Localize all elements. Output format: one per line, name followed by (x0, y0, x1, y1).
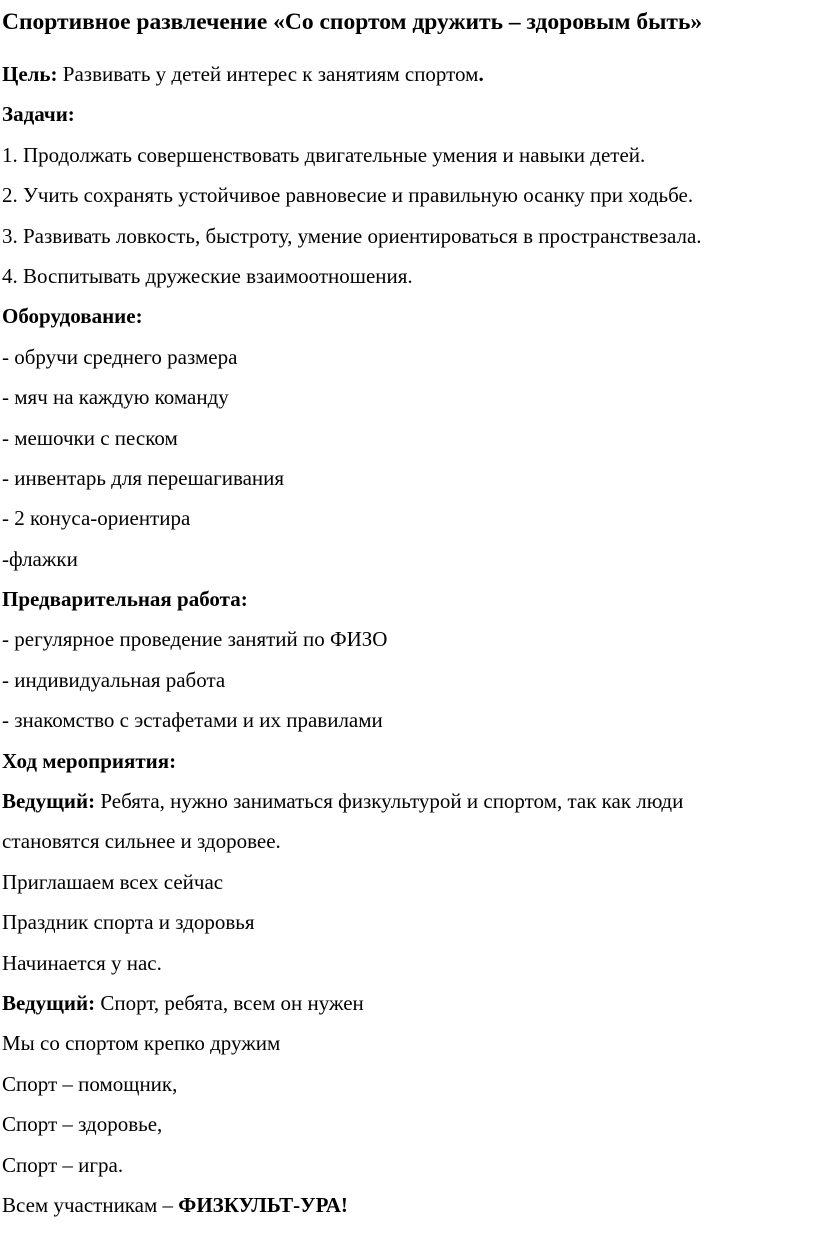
host-text-2: Спорт, ребята, всем он нужен (95, 990, 364, 1015)
host-line-2 (2, 987, 814, 1027)
tasks-heading: Задачи: (2, 102, 75, 127)
task-item-4: 4. Воспитывать дружеские взаимоотношения. (2, 263, 413, 288)
goal-label: Цель: (2, 62, 58, 86)
final-text: Всем участникам – (2, 1192, 179, 1217)
prework-item-1: - регулярное проведение занятий по ФИЗО (2, 627, 388, 652)
equipment-item-6: -флажки (2, 546, 78, 571)
goal-line (2, 58, 814, 98)
host-text-1: Ребята, нужно заниматься физкультурой и спортом, так как люди (95, 789, 684, 814)
prework-item-3: - знакомство с эстафетами и их правилами (2, 708, 383, 733)
equipment-item-2: - мяч на каждую команду (2, 385, 229, 410)
verse2-line-4: Спорт – игра. (2, 1152, 124, 1177)
final-cheer: ФИЗКУЛЬТ-УРА! (178, 1192, 348, 1217)
task-item-3: 3. Развивать ловкость, быстроту, умение ориентироваться в пространствезала. (2, 223, 702, 248)
goal-text: Развивать у детей интерес к занятиям спортом (57, 62, 479, 86)
document-body (2, 58, 814, 1229)
equipment-item-5: - 2 конуса-ориентира (2, 506, 191, 531)
host-label-2: Ведущий: (2, 990, 96, 1015)
equipment-heading: Оборудование: (2, 304, 143, 329)
verse2-line-2: Спорт – помощник, (2, 1071, 178, 1096)
equipment-item-1: - обручи среднего размера (2, 344, 238, 369)
final-line (2, 1189, 814, 1229)
document-title: Спортивное развлечение «Со спортом дружить – здоровым быть» (2, 9, 703, 35)
task-item-1: 1. Продолжать совершенствовать двигательные умения и навыки детей. (2, 142, 646, 167)
host-continuation-1: становятся сильнее и здоровее. (2, 829, 281, 854)
goal-end: . (478, 62, 484, 86)
verse1-line-3: Начинается у нас. (2, 950, 162, 975)
prework-heading: Предварительная работа: (2, 587, 248, 612)
verse2-line-3: Спорт – здоровье, (2, 1112, 163, 1137)
prework-item-2: - индивидуальная работа (2, 667, 226, 692)
task-item-2: 2. Учить сохранять устойчивое равновесие и правильную осанку при ходьбе. (2, 183, 694, 208)
host-label-1: Ведущий: (2, 789, 96, 814)
equipment-item-3: - мешочки с песком (2, 425, 178, 450)
course-heading: Ход мероприятия: (2, 748, 177, 773)
verse1-line-2: Праздник спорта и здоровья (2, 910, 255, 935)
verse2-line-1: Мы со спортом крепко дружим (2, 1031, 281, 1056)
equipment-item-4: - инвентарь для перешагивания (2, 465, 285, 490)
host-line-1 (2, 785, 814, 825)
verse1-line-1: Приглашаем всех сейчас (2, 869, 224, 894)
